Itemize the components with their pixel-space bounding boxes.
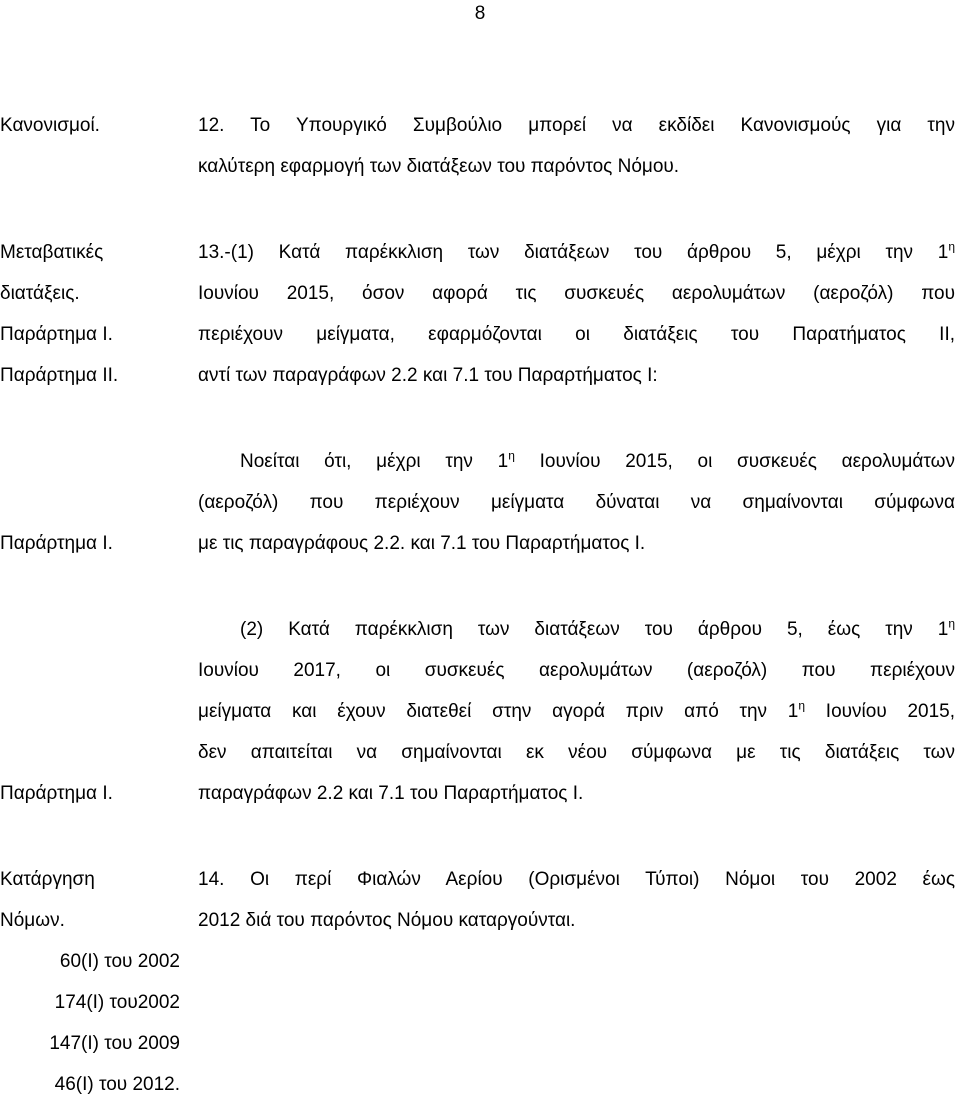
repealed-law-3: 147(Ι) του 2009	[49, 1033, 180, 1054]
section-13-1-line-4: αντί των παραγράφων 2.2 και 7.1 του Παραρτήματος Ι:	[198, 365, 658, 386]
section-12-line-2: καλύτερη εφαρμογή των διατάξεων του παρόντος Νόμου.	[198, 156, 680, 177]
margin-note-transitional-1: Μεταβατικές	[0, 242, 104, 263]
section-13-1-line-2: Ιουνίου 2015, όσον αφορά τις συσκευές αερολυμάτων (αεροζόλ) που	[198, 283, 955, 304]
section-13-2-line-4: δεν απαιτείται να σημαίνονται εκ νέου σύμφωνα με τις διατάξεις των	[198, 742, 955, 763]
section-13-2-line-3: μείγματα και έχουν διατεθεί στην αγορά πριν από την $1^\eta$ Ιουνίου 2015,	[198, 698, 955, 722]
proviso-line-1: Νοείται ότι, μέχρι την $1^\eta$ Ιουνίου 2015, οι συσκευές αερολυμάτων	[240, 448, 955, 472]
section-13-2-line-1: (2) Κατά παρέκκλιση των διατάξεων του άρθρου 5, έως την $1^\eta$	[240, 616, 955, 640]
repealed-law-4: 46(Ι) του 2012.	[54, 1074, 180, 1095]
margin-note-regulations: Κανονισμοί.	[0, 115, 100, 136]
section-12-line-1: 12. Το Υπουργικό Συμβούλιο μπορεί να εκδίδει Κανονισμούς για την	[198, 115, 955, 136]
margin-note-annex-1: Παράρτημα Ι.	[0, 324, 113, 345]
page-number: 8	[474, 3, 486, 24]
repealed-law-1: 60(Ι) του 2002	[59, 951, 180, 972]
section-13-1-line-1: 13.-(1) Κατά παρέκκλιση των διατάξεων του άρθρου 5, μέχρι την $1^\eta$	[198, 239, 955, 263]
superscript-eta: η	[508, 448, 515, 463]
repealed-law-2: 174(Ι) του2002	[54, 992, 180, 1013]
section-14-line-2: 2012 διά του παρόντος Νόμου καταργούνται.	[198, 910, 576, 931]
proviso-line-3: με τις παραγράφους 2.2. και 7.1 του Παραρτήματος Ι.	[198, 533, 646, 554]
superscript-eta: η	[798, 698, 806, 713]
margin-note-annex-13-2: Παράρτημα Ι.	[0, 783, 113, 804]
section-14-line-1: 14. Οι περί Φιαλών Αερίου (Ορισμένοι Τύποι) Νόμοι του 2002 έως	[198, 869, 955, 890]
margin-note-annex-proviso: Παράρτημα Ι.	[0, 533, 113, 554]
section-13-2-line-2: Ιουνίου 2017, οι συσκευές αερολυμάτων (αεροζόλ) που περιέχουν	[198, 660, 955, 681]
margin-note-repeal-2: Νόμων.	[0, 910, 65, 931]
superscript-eta: η	[948, 239, 955, 254]
margin-note-transitional-2: διατάξεις.	[0, 283, 80, 304]
margin-note-annex-2: Παράρτημα ΙΙ.	[0, 365, 119, 386]
margin-note-repeal-1: Κατάργηση	[0, 869, 95, 890]
proviso-line-2: (αεροζόλ) που περιέχουν μείγματα δύναται να σημαίνονται σύμφωνα	[198, 492, 955, 513]
section-13-2-line-5: παραγράφων 2.2 και 7.1 του Παραρτήματος Ι.	[198, 783, 584, 804]
section-13-1-line-3: περιέχουν μείγματα, εφαρμόζονται οι διατάξεις του Παρατήματος ΙΙ,	[198, 324, 955, 345]
superscript-eta: η	[948, 616, 955, 631]
